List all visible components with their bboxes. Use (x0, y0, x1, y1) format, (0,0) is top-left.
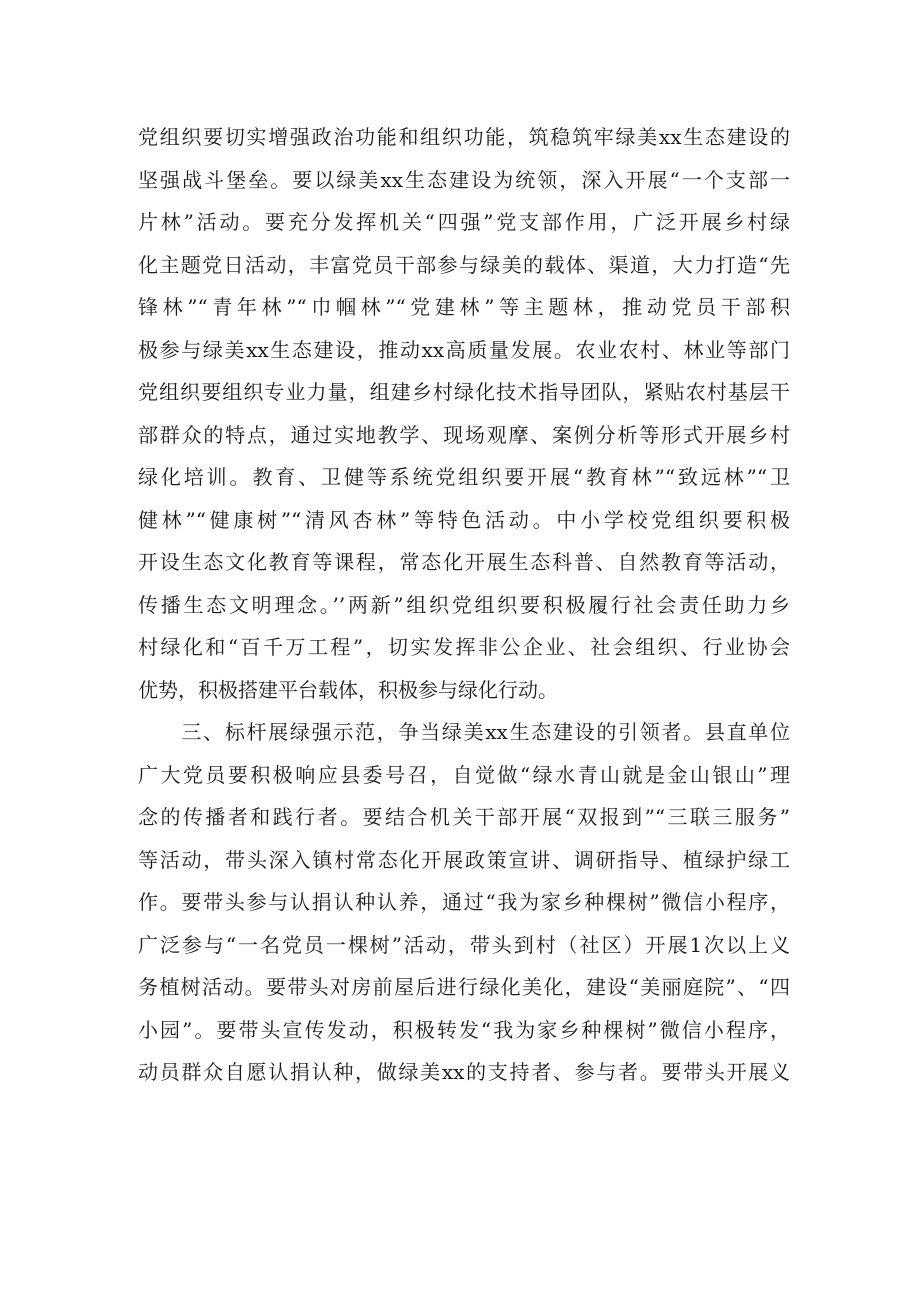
paragraph-1-line-13: 村绿化和“百千万工程”，切实发挥非公企业、社会组织、行业协会 (138, 635, 790, 659)
body-text (138, 116, 790, 1094)
paragraph-1-line-4: 化主题党日活动，丰富党员干部参与绿美的载体、渠道，大力打造“先 (138, 252, 790, 277)
paragraph-1-line-2: 坚强战斗堡垒。要以绿美xx生态建设为统领，深入开展“一个支部一 (138, 167, 790, 192)
paragraph-2-line-6: 广泛参与“一名党员一棵树”活动，带头到村（社区）开展1次以上义 (138, 932, 790, 957)
paragraph-2-line-2: 广大党员要积极响应县委号召，自觉做“绿水青山就是金山银山”理 (138, 762, 790, 787)
paragraph-1-line-14: 优势，积极搭建平台载体，积极参与绿化行动。 (138, 677, 558, 702)
paragraph-2-line-5: 作。要带头参与认捐认种认养，通过“我为家乡种棵树”微信小程序， (138, 890, 790, 914)
paragraph-1-line-1: 党组织要切实增强政治功能和组织功能，筑稳筑牢绿美xx生态建设的 (138, 125, 790, 149)
paragraph-2-line-1: 三、标杆展绿强示范，争当绿美xx生态建设的引领者。县直单位 (138, 720, 790, 744)
paragraph-1-line-8: 部群众的特点，通过实地教学、现场观摩、案例分析等形式开展乡村 (138, 422, 790, 447)
paragraph-1-line-10: 健林”“健康树”“清风杏林”等特色活动。中小学校党组织要积极 (138, 507, 790, 532)
paragraph-1-line-12: 传播生态文明理念。’’两新”组织党组织要积极履行社会责任助力乡 (138, 592, 790, 617)
paragraph-1-line-3: 片林”活动。要充分发挥机关“四强”党支部作用，广泛开展乡村绿 (138, 210, 790, 234)
paragraph-1-line-5: 锋林”“青年林”“巾帼林”“党建林”等主题林，推动党员干部积 (138, 295, 790, 319)
paragraph-2-line-3: 念的传播者和践行者。要结合机关干部开展“双报到”“三联三服务” (138, 805, 790, 829)
paragraph-1-line-6: 极参与绿美xx生态建设，推动xx高质量发展。农业农村、林业等部门 (138, 337, 790, 362)
paragraph-2-line-7: 务植树活动。要带头对房前屋后进行绿化美化，建设“美丽庭院”、“四 (138, 975, 790, 999)
paragraph-1-line-7: 党组织要组织专业力量，组建乡村绿化技术指导团队，紧贴农村基层干 (138, 380, 790, 404)
paragraph-2-line-4: 等活动，带头深入镇村常态化开展政策宣讲、调研指导、植绿护绿工 (138, 847, 790, 872)
paragraph-1-line-9: 绿化培训。教育、卫健等系统党组织要开展“教育林”“致远林”“卫 (138, 465, 790, 489)
paragraph-2-line-8: 小园”。要带头宣传发动，积极转发“我为家乡种棵树”微信小程序， (138, 1017, 790, 1042)
paragraph-2-line-9: 动员群众自愿认捐认种，做绿美xx的支持者、参与者。要带头开展义 (138, 1060, 790, 1084)
paragraph-1-line-11: 开设生态文化教育等课程，常态化开展生态科普、自然教育等活动， (138, 550, 790, 574)
